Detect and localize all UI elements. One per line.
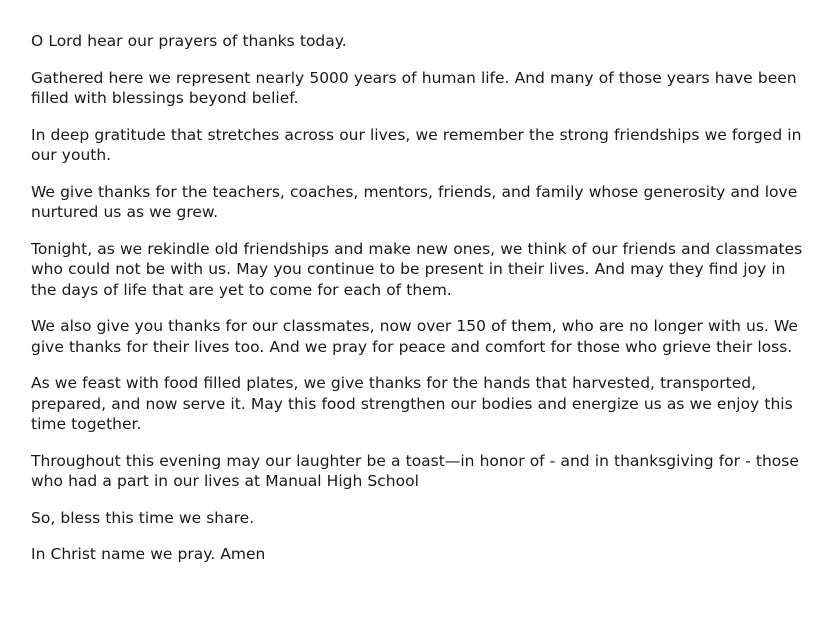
paragraph-laughter-toast: Throughout this evening may our laughter be a toast—in honor of - and in thanksgiving for - those who had a part in our lives at Manual High School <box>31 451 799 490</box>
paragraph-blessing: So, bless this time we share. <box>31 508 255 527</box>
paragraph-friendships: In deep gratitude that stretches across our lives, we remember the strong friendships we forged in our youth. <box>31 125 802 164</box>
prayer-document <box>31 31 806 581</box>
closing-line: In Christ name we pray. Amen <box>31 545 266 563</box>
opening-line: O Lord hear our prayers of thanks today. <box>31 32 347 50</box>
paragraph-years-of-life: Gathered here we represent nearly 5000 years of human life. And many of those years have been filled with blessings beyond belief. <box>31 68 797 107</box>
paragraph-food: As we feast with food filled plates, we give thanks for the hands that harvested, transported, prepared, and now serve it. May this food strengthen our bodies and energize us as we enjoy this time together. <box>31 374 793 433</box>
paragraph-teachers: We give thanks for the teachers, coaches, mentors, friends, and family whose generosity and love nurtured us as we grew. <box>31 182 798 221</box>
paragraph-departed-classmates: We also give you thanks for our classmates, now over 150 of them, who are no longer with us. We give thanks for their lives too. And we pray for peace and comfort for those who grieve their loss. <box>31 317 798 356</box>
paragraph-absent-classmates: Tonight, as we rekindle old friendships and make new ones, we think of our friends and classmates who could not be with us. May you continue to be present in their lives. And may they find joy in the days of life that are yet to come for each of them. <box>31 239 803 299</box>
